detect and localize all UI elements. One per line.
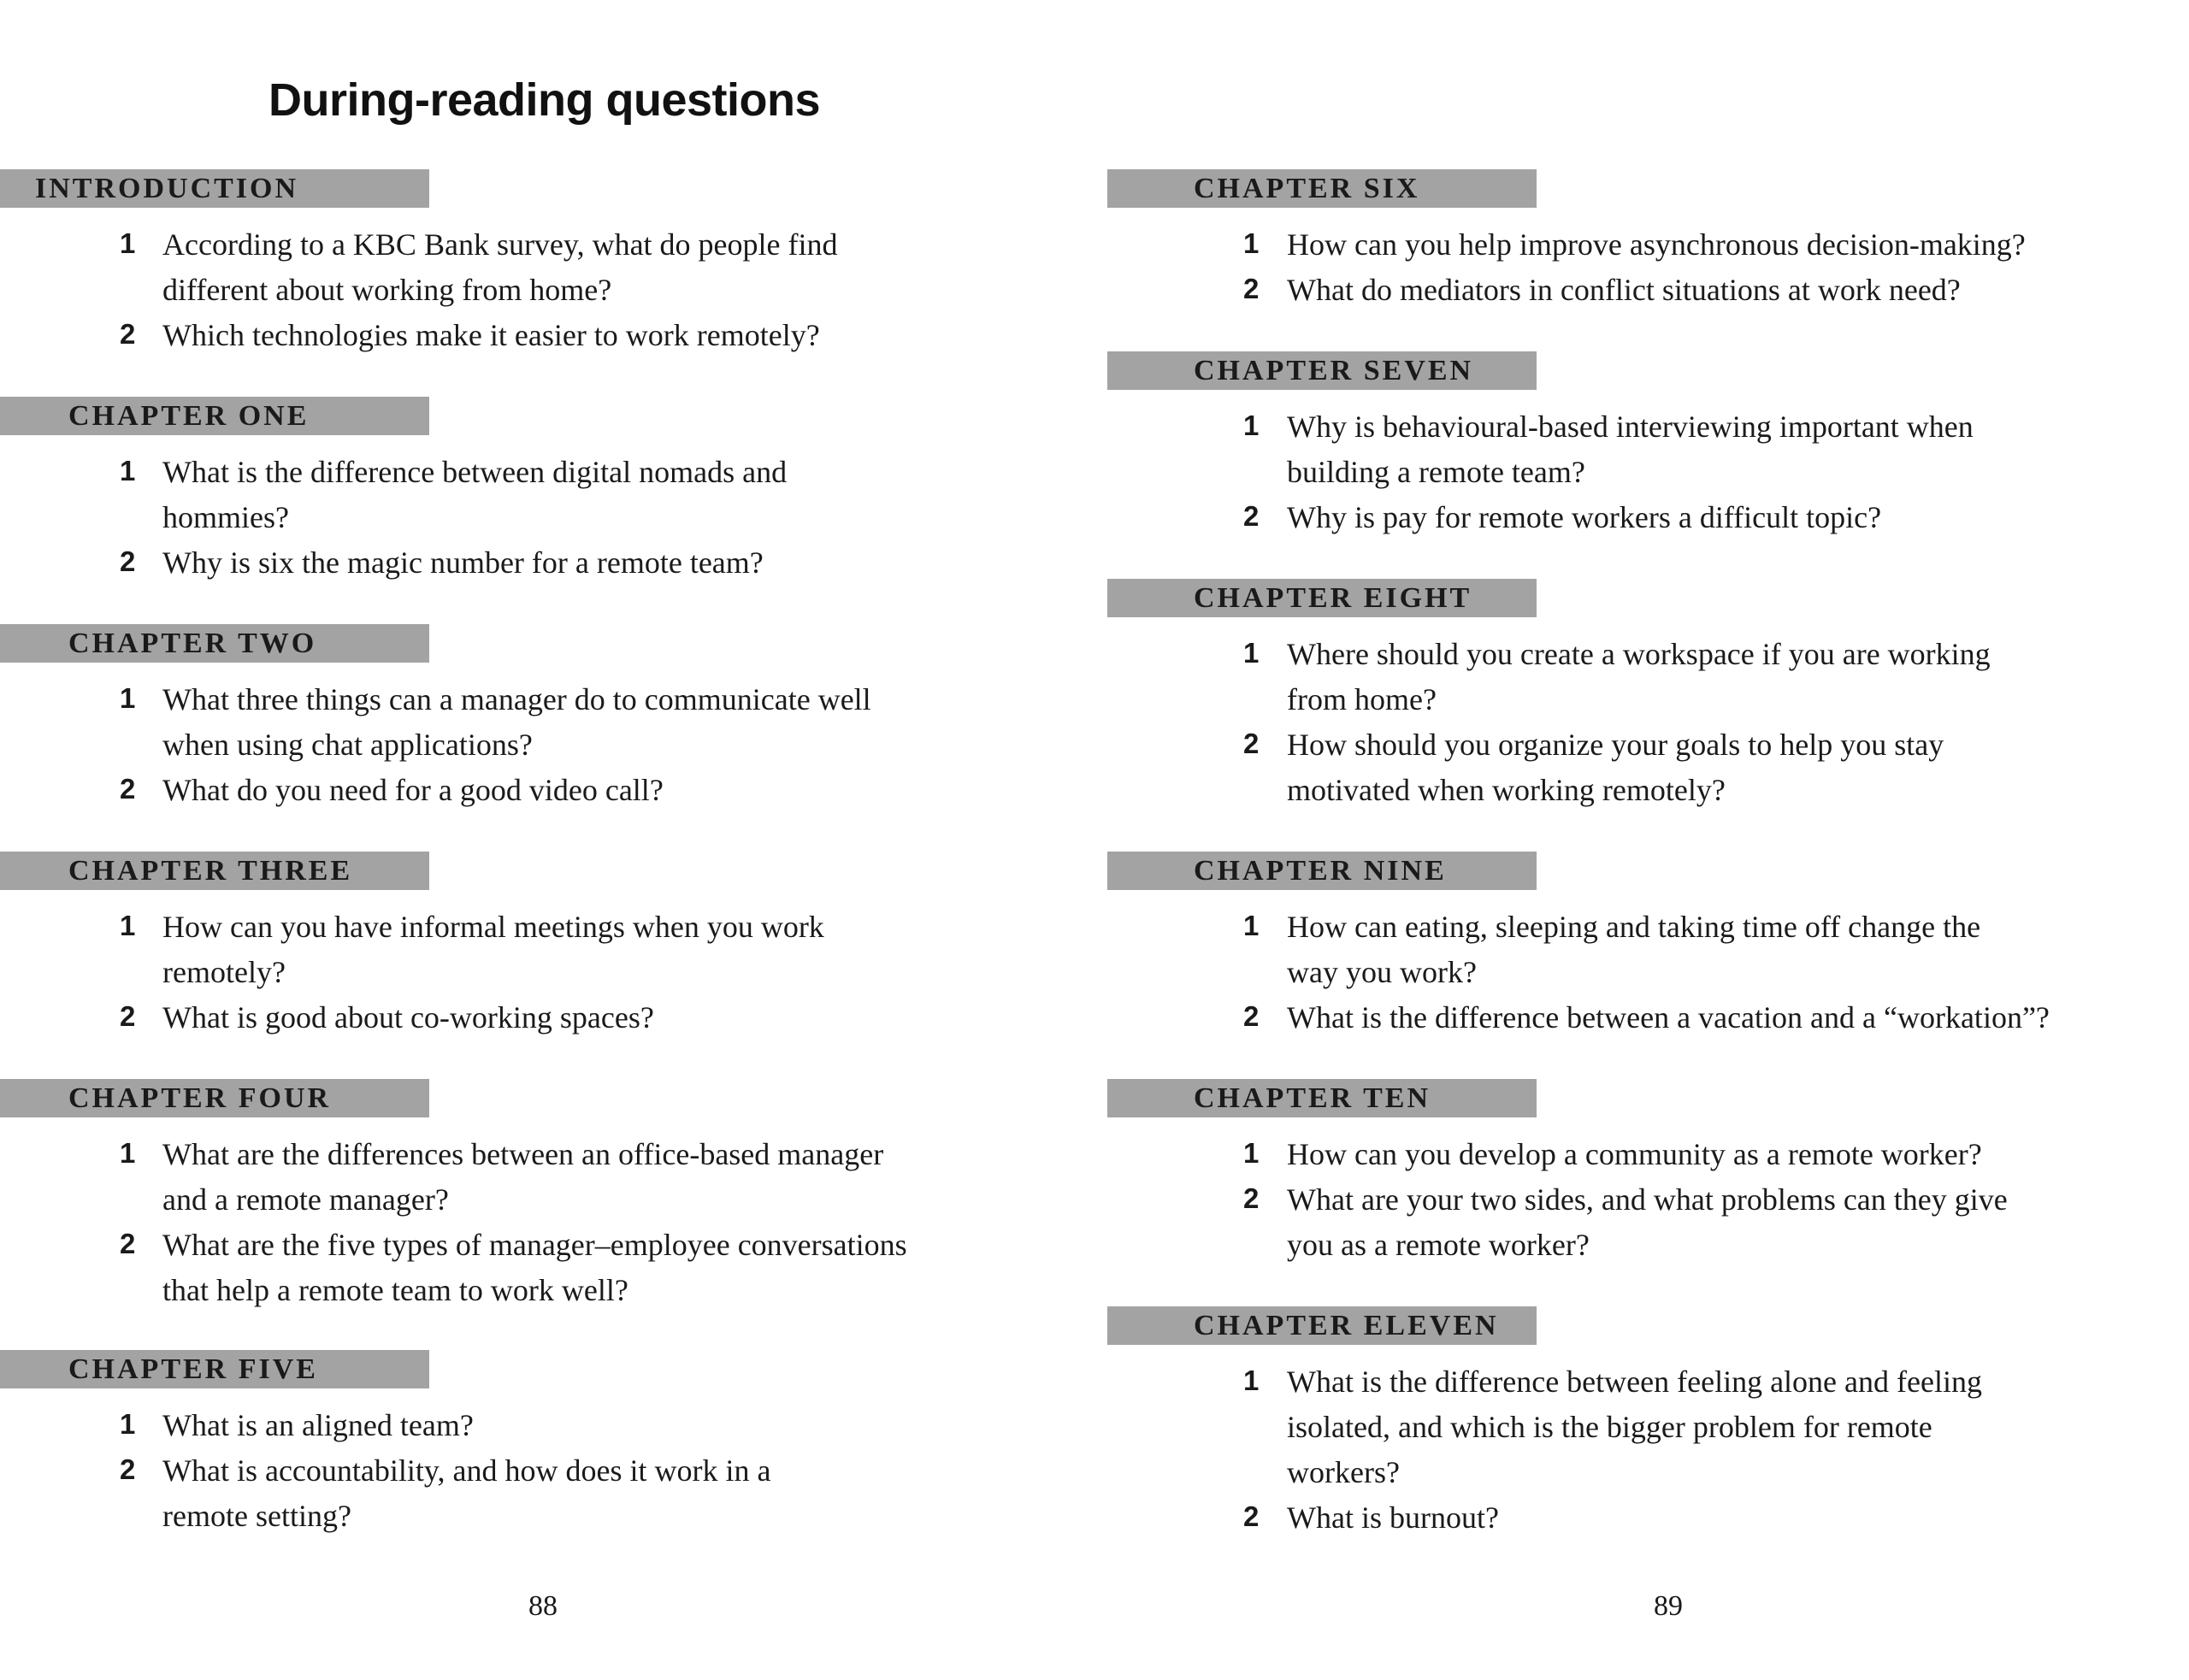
question-number: 2 xyxy=(1243,273,1260,304)
question-number: 2 xyxy=(120,1000,136,1032)
section-heading-bar xyxy=(1107,351,1537,390)
question-number: 1 xyxy=(1243,1137,1260,1169)
question-text-line: workers? xyxy=(1287,1455,1400,1489)
question-list xyxy=(0,677,871,813)
question-number: 1 xyxy=(1243,410,1260,441)
section-heading: CHAPTER FOUR xyxy=(68,1082,332,1114)
question-text-line: What do you need for a good video call? xyxy=(162,773,664,807)
section-heading: CHAPTER ONE xyxy=(68,400,310,432)
question-text-line: How can eating, sleeping and taking time off change the xyxy=(1287,910,1981,944)
section-heading-bar xyxy=(1107,579,1537,617)
question-list xyxy=(1107,222,2026,313)
section-heading-bar xyxy=(1107,1079,1537,1117)
question-list xyxy=(0,1132,907,1313)
question-number: 2 xyxy=(1243,500,1260,532)
question-text-line: hommies? xyxy=(162,500,289,534)
question-text-line: What are the differences between an office-based manager xyxy=(162,1137,884,1171)
section-heading-bar xyxy=(1107,169,1537,208)
question-item xyxy=(1107,268,2026,313)
section-heading: CHAPTER SIX xyxy=(1194,173,1420,204)
question-text-line: What is the difference between digital nomads and xyxy=(162,455,788,489)
section-heading: CHAPTER EIGHT xyxy=(1194,582,1472,614)
question-text-line: Where should you create a workspace if you are working xyxy=(1287,637,1991,671)
question-list xyxy=(0,1403,771,1539)
question-text-line: isolated, and which is the bigger problem for remote xyxy=(1287,1410,1932,1444)
question-text-line: way you work? xyxy=(1287,955,1477,989)
question-text-line: How can you have informal meetings when you work xyxy=(162,910,824,944)
question-item xyxy=(0,905,824,995)
question-number: 1 xyxy=(1243,637,1260,669)
question-text-line: remotely? xyxy=(162,955,286,989)
question-text-line: that help a remote team to work well? xyxy=(162,1273,628,1307)
question-text-line: when using chat applications? xyxy=(162,728,533,762)
question-item xyxy=(1107,404,1974,495)
question-number: 2 xyxy=(120,1228,136,1259)
question-number: 2 xyxy=(1243,1000,1260,1032)
question-text-line: Which technologies make it easier to work remotely? xyxy=(162,318,820,352)
section-heading: CHAPTER TEN xyxy=(1194,1082,1431,1114)
question-text-line: How can you help improve asynchronous decision-making? xyxy=(1287,227,2026,262)
question-number: 1 xyxy=(1243,1365,1260,1396)
question-text-line: According to a KBC Bank survey, what do people find xyxy=(162,227,838,262)
question-list xyxy=(0,450,787,586)
question-text-line: What are the five types of manager–employee conversations xyxy=(162,1228,907,1262)
question-item xyxy=(1107,1177,2008,1268)
section-heading-bar xyxy=(0,1079,429,1117)
question-number: 1 xyxy=(120,1408,136,1440)
question-number: 1 xyxy=(120,1137,136,1169)
question-item xyxy=(0,677,871,768)
section-heading-bar xyxy=(1107,852,1537,890)
question-text-line: Why is behavioural-based interviewing important when xyxy=(1287,410,1974,444)
question-text-line: from home? xyxy=(1287,682,1437,716)
question-item xyxy=(1107,1132,2008,1177)
question-text-line: different about working from home? xyxy=(162,273,612,307)
section-heading-bar xyxy=(0,397,429,435)
question-number: 2 xyxy=(1243,728,1260,759)
question-number: 1 xyxy=(120,910,136,941)
section-heading: CHAPTER THREE xyxy=(68,855,353,887)
section-heading: CHAPTER SEVEN xyxy=(1194,355,1474,386)
question-item xyxy=(0,995,824,1040)
question-list xyxy=(0,222,838,358)
question-item xyxy=(0,1448,771,1539)
question-item xyxy=(1107,632,1991,722)
question-item xyxy=(0,1403,771,1448)
question-text-line: motivated when working remotely? xyxy=(1287,773,1726,807)
section-heading-bar xyxy=(0,169,429,208)
question-text-line: and a remote manager? xyxy=(162,1182,449,1217)
page-number-right: 89 xyxy=(1654,1590,1683,1622)
question-number: 2 xyxy=(1243,1500,1260,1532)
section-heading-bar xyxy=(1107,1306,1537,1345)
question-text-line: you as a remote worker? xyxy=(1287,1228,1590,1262)
question-item xyxy=(0,222,838,313)
question-text-line: building a remote team? xyxy=(1287,455,1585,489)
question-text-line: What three things can a manager do to communicate well xyxy=(162,682,871,716)
question-item xyxy=(1107,722,1991,813)
question-number: 1 xyxy=(1243,227,1260,259)
section-heading: CHAPTER FIVE xyxy=(68,1353,318,1385)
question-list xyxy=(1107,1132,2008,1268)
page-title: During-reading questions xyxy=(268,74,821,126)
question-item xyxy=(1107,495,1974,540)
question-number: 1 xyxy=(120,682,136,714)
question-text-line: What are your two sides, and what problems can they give xyxy=(1287,1182,2008,1217)
section-heading-bar xyxy=(0,852,429,890)
question-item xyxy=(0,450,787,540)
section-heading: CHAPTER NINE xyxy=(1194,855,1447,887)
question-text-line: What is good about co-working spaces? xyxy=(162,1000,654,1035)
question-item xyxy=(1107,1495,1982,1541)
section-heading: CHAPTER ELEVEN xyxy=(1194,1310,1499,1341)
question-text-line: How should you organize your goals to help you stay xyxy=(1287,728,1944,762)
question-item xyxy=(1107,905,2050,995)
question-number: 1 xyxy=(1243,910,1260,941)
section-heading: CHAPTER TWO xyxy=(68,628,317,659)
question-number: 1 xyxy=(120,227,136,259)
question-number: 2 xyxy=(120,545,136,577)
section-heading-bar xyxy=(0,624,429,663)
question-list xyxy=(1107,1359,1982,1541)
question-list xyxy=(0,905,824,1040)
section-heading: INTRODUCTION xyxy=(35,173,299,204)
question-item xyxy=(0,540,787,586)
page-number-left: 88 xyxy=(528,1590,558,1622)
question-list xyxy=(1107,404,1974,540)
question-item xyxy=(1107,1359,1982,1495)
question-list xyxy=(1107,905,2050,1040)
question-item xyxy=(0,1223,907,1313)
question-item xyxy=(0,313,838,358)
question-text-line: remote setting? xyxy=(162,1499,351,1533)
question-item xyxy=(0,1132,907,1223)
question-text-line: How can you develop a community as a remote worker? xyxy=(1287,1137,1982,1171)
question-text-line: What is accountability, and how does it work in a xyxy=(162,1453,771,1488)
section-heading-bar xyxy=(0,1350,429,1388)
question-item xyxy=(1107,222,2026,268)
question-text-line: What is the difference between feeling alone and feeling xyxy=(1287,1365,1982,1399)
question-item xyxy=(0,768,871,813)
question-number: 1 xyxy=(120,455,136,486)
question-text-line: Why is pay for remote workers a difficult topic? xyxy=(1287,500,1882,534)
question-number: 2 xyxy=(120,318,136,350)
question-list xyxy=(1107,632,1991,813)
question-item xyxy=(1107,995,2050,1040)
question-number: 2 xyxy=(120,773,136,805)
question-text-line: Why is six the magic number for a remote team? xyxy=(162,545,764,580)
question-text-line: What is the difference between a vacation and a “workation”? xyxy=(1287,1000,2050,1035)
question-number: 2 xyxy=(1243,1182,1260,1214)
question-number: 2 xyxy=(120,1453,136,1485)
question-text-line: What is an aligned team? xyxy=(162,1408,474,1442)
question-text-line: What is burnout? xyxy=(1287,1500,1499,1535)
question-text-line: What do mediators in conflict situations at work need? xyxy=(1287,273,1961,307)
